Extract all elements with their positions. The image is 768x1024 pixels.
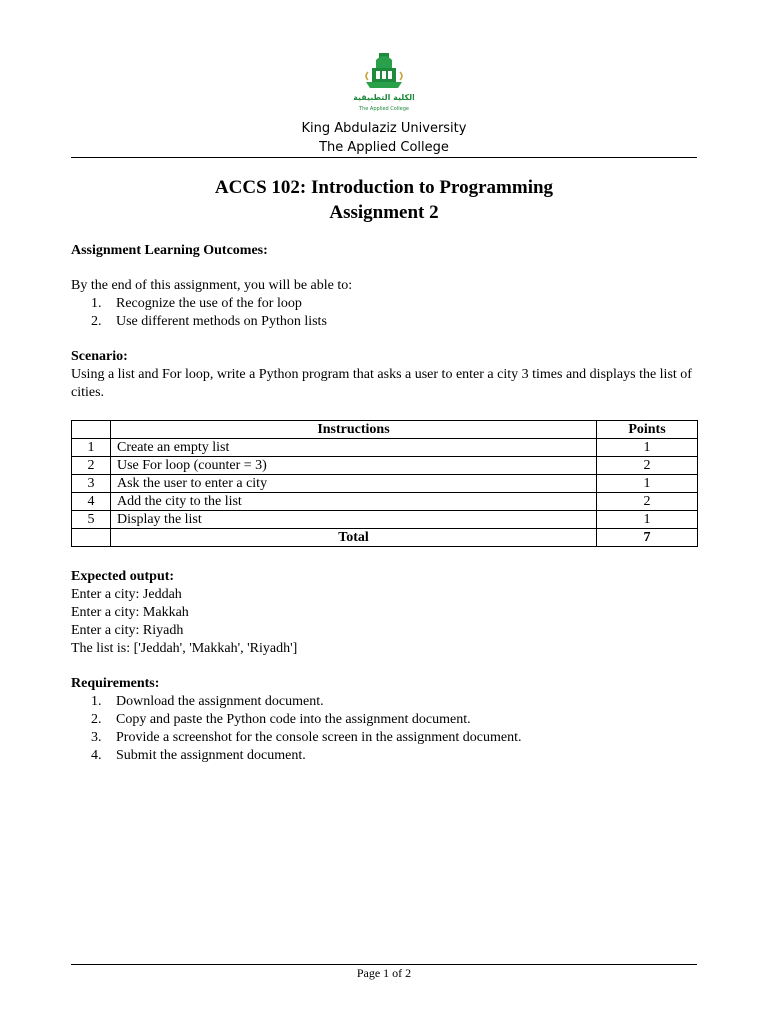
output-line: Enter a city: Makkah xyxy=(71,605,189,620)
outcomes-section xyxy=(71,277,697,331)
instructions-table xyxy=(71,420,698,547)
table-header-num xyxy=(72,421,111,439)
outcomes-heading: Assignment Learning Outcomes: xyxy=(71,243,268,258)
assignment-title: Assignment 2 xyxy=(329,202,439,223)
total-empty-cell xyxy=(72,529,111,547)
row-points: 1 xyxy=(597,439,698,457)
scenario-heading: Scenario: xyxy=(71,349,128,364)
logo-arabic-text: الكلية التطبيقية xyxy=(354,93,414,102)
row-instruction: Use For loop (counter = 3) xyxy=(111,457,597,475)
row-instruction: Display the list xyxy=(111,511,597,529)
table-row xyxy=(72,493,698,511)
outcomes-list xyxy=(71,295,697,331)
list-number: 1. xyxy=(91,694,102,709)
college-emblem-icon xyxy=(354,50,414,114)
list-item xyxy=(71,729,697,747)
row-instruction: Ask the user to enter a city xyxy=(111,475,597,493)
page-number: Page 1 of 2 xyxy=(356,966,412,980)
list-number: 3. xyxy=(91,730,102,745)
list-number: 1. xyxy=(91,296,102,311)
requirements-list xyxy=(71,693,697,765)
list-item xyxy=(71,711,697,729)
university-name: King Abdulaziz University xyxy=(301,121,467,136)
scenario-text: Using a list and For loop, write a Python program that asks a user to enter a city 3 times and displays the list of cities. xyxy=(71,367,692,400)
list-number: 2. xyxy=(91,314,102,329)
row-points: 1 xyxy=(597,511,698,529)
row-number: 5 xyxy=(72,511,111,529)
list-text: Submit the assignment document. xyxy=(116,748,306,763)
list-item xyxy=(71,313,697,331)
expected-output-section xyxy=(71,568,697,658)
footer-divider xyxy=(71,964,697,965)
table-row xyxy=(72,439,698,457)
row-points: 1 xyxy=(597,475,698,493)
row-points: 2 xyxy=(597,493,698,511)
total-label: Total xyxy=(111,529,597,547)
row-number: 1 xyxy=(72,439,111,457)
row-instruction: Create an empty list xyxy=(111,439,597,457)
requirements-heading: Requirements: xyxy=(71,676,160,691)
list-item xyxy=(71,747,697,765)
row-number: 3 xyxy=(72,475,111,493)
table-row xyxy=(72,475,698,493)
list-item xyxy=(71,693,697,711)
table-row xyxy=(72,511,698,529)
output-line: Enter a city: Jeddah xyxy=(71,587,182,602)
scenario-section xyxy=(71,348,697,402)
logo-english-text: The Applied College xyxy=(359,106,409,112)
outcomes-intro: By the end of this assignment, you will be able to: xyxy=(71,278,353,293)
list-number: 2. xyxy=(91,712,102,727)
output-line: The list is: ['Jeddah', 'Makkah', 'Riyadh'] xyxy=(71,641,298,656)
university-logo xyxy=(354,50,414,114)
row-number: 4 xyxy=(72,493,111,511)
list-text: Recognize the use of the for loop xyxy=(116,296,302,311)
list-item xyxy=(71,295,697,313)
table-row xyxy=(72,457,698,475)
output-line: Enter a city: Riyadh xyxy=(71,623,184,638)
list-text: Provide a screenshot for the console screen in the assignment document. xyxy=(116,730,522,745)
table-header-instructions: Instructions xyxy=(111,421,597,439)
college-name: The Applied College xyxy=(319,140,449,155)
header-divider xyxy=(71,157,697,158)
expected-output-heading: Expected output: xyxy=(71,569,175,584)
course-title: ACCS 102: Introduction to Programming xyxy=(214,177,554,198)
row-instruction: Add the city to the list xyxy=(111,493,597,511)
table-header-row xyxy=(72,421,698,439)
row-number: 2 xyxy=(72,457,111,475)
total-points: 7 xyxy=(597,529,698,547)
table-total-row xyxy=(72,529,698,547)
list-number: 4. xyxy=(91,748,102,763)
row-points: 2 xyxy=(597,457,698,475)
list-text: Copy and paste the Python code into the assignment document. xyxy=(116,712,471,727)
requirements-section xyxy=(71,675,697,765)
list-text: Use different methods on Python lists xyxy=(116,314,327,329)
table-header-points: Points xyxy=(597,421,698,439)
list-text: Download the assignment document. xyxy=(116,694,324,709)
